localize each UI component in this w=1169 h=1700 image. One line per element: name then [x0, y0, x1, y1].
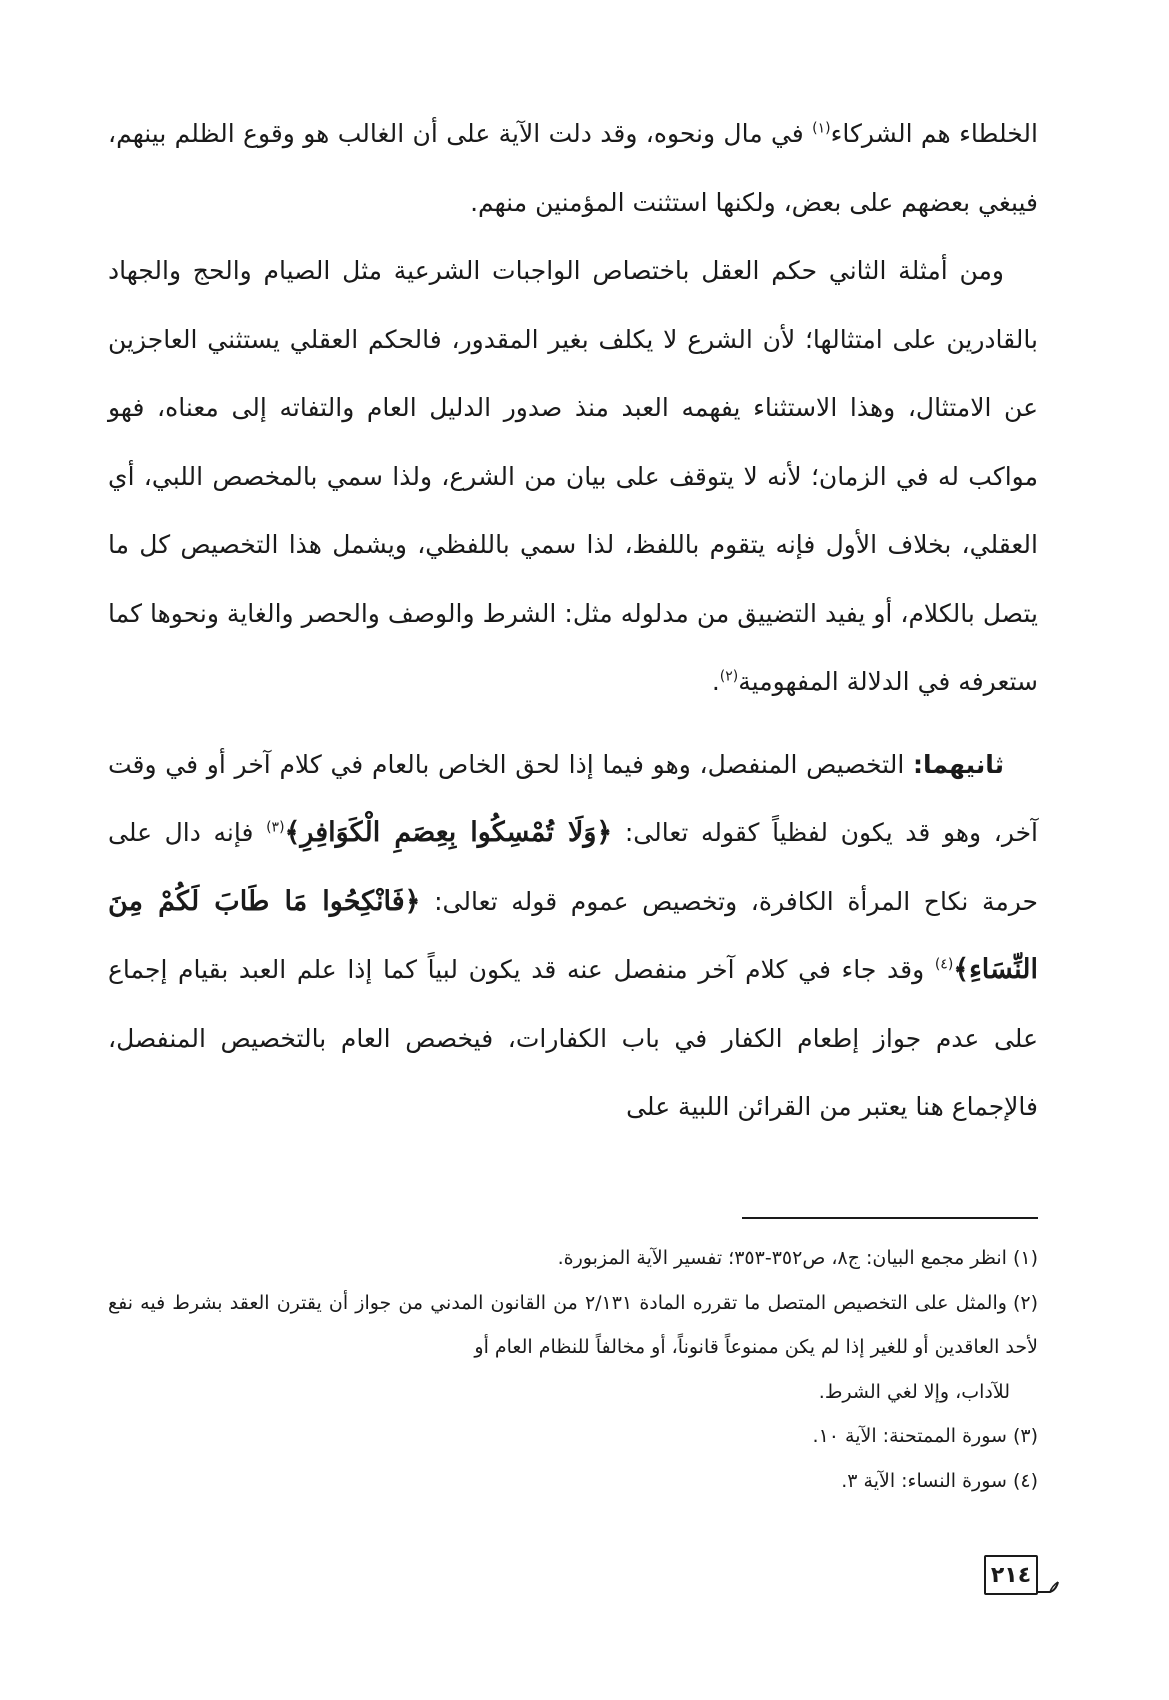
footnote-ref-1[interactable]: (١)	[812, 120, 831, 137]
p2-text-end: .	[711, 667, 720, 696]
p1-text-a: الخلطاء هم الشركاء	[830, 119, 1038, 148]
main-text	[108, 100, 1038, 1142]
p3-text-a: التخصيص المنفصل، وهو فيما إذا لحق الخاص بالعام في كلام آخر أو في وقت آخر، وهو قد يكون لفظياً كقوله تعالى:	[108, 749, 1039, 847]
quran-verse-1: ﴿وَلَا تُمْسِكُوا بِعِصَمِ الْكَوَافِرِ﴾	[284, 817, 613, 848]
footnote-2	[108, 1281, 1038, 1370]
footnote-3-number: (٣)	[1012, 1425, 1038, 1447]
quran-verse-2: ﴿فَانْكِحُوا مَا طَابَ لَكُمْ مِنَ النِّسَاءِ﴾	[108, 885, 1038, 985]
footnotes	[108, 1236, 1038, 1503]
footnote-3	[108, 1414, 1038, 1459]
p2-text-a: ومن أمثلة الثاني حكم العقل باختصاص الواجبات الشرعية مثل الصيام والحج والجهاد بالقادرين على امتثالها؛ لأن الشرع لا يكلف بغير المقدور، فالحكم العقلي يستثني العاجزين عن الامتثال، وهذا الاستثناء يفهمه العبد منذ صدور الدليل العام والتفاته إلى معناه، فهو مواكب له في الزمان؛ لأنه لا يتوقف على بيان من الشرع، ولذا سمي بالمخصص اللبي، أي العقلي، بخلاف الأول فإنه يتقوم باللفظ، لذا سمي باللفظي، ويشمل هذا التخصيص كل ما يتصل بالكلام، أو يفيد التضييق من مدلوله مثل: الشرط والوصف والحصر والغاية ونحوها كما ستعرفه في الدلالة المفهومية	[108, 256, 1038, 696]
footnote-3-text: سورة الممتحنة: الآية ١٠.	[812, 1425, 1007, 1447]
footnote-2-text: والمثل على التخصيص المتصل ما تقرره المادة ٢/١٣١ من القانون المدني من جواز أن يقترن العقد بشرط فيه نفع لأحد العاقدين أو للغير إذا لم يكن ممنوعاً قانوناً، أو مخالفاً للنظام العام أو	[108, 1291, 1038, 1358]
p1-text-b: في مال ونحوه، وقد دلت الآية على أن الغالب هو وقوع الظلم بينهم، فيبغي بعضهم على بعض، ولكنها استثنت المؤمنين منهم.	[108, 119, 1038, 217]
paragraph-2	[108, 237, 1038, 717]
footnote-separator	[742, 1217, 1038, 1219]
footnote-1-text: انظر مجمع البيان: ج٨، ص٣٥٢-٣٥٣؛ تفسير الآية المزبورة.	[557, 1247, 1007, 1269]
paragraph-3	[108, 731, 1038, 1142]
footnote-ref-4[interactable]: (٤)	[934, 956, 954, 973]
footnote-4	[108, 1459, 1038, 1504]
footnote-ref-3[interactable]: (٣)	[266, 819, 285, 836]
footnote-4-number: (٤)	[1012, 1469, 1038, 1492]
footnote-1	[108, 1236, 1038, 1281]
paragraph-lead: ثانيهما:	[912, 749, 1004, 779]
footnote-2-number: (٢)	[1012, 1291, 1038, 1314]
page-curl-icon	[1036, 1566, 1060, 1594]
footnote-2-continuation: للآداب، وإلا لغي الشرط.	[818, 1380, 1010, 1403]
footnote-ref-2[interactable]: (٢)	[719, 668, 739, 685]
p3-text-b: فإنه دال على حرمة نكاح المرأة الكافرة، وتخصيص عموم قوله تعالى:	[108, 818, 1038, 916]
footnote-4-text: سورة النساء: الآية ٣.	[841, 1469, 1007, 1492]
p3-text-c: وقد جاء في كلام آخر منفصل عنه قد يكون لبياً كما إذا علم العبد بقيام إجماع على عدم جواز إطعام الكفار في باب الكفارات، فيخصص العام بالتخصيص المنفصل، فالإجماع هنا يعتبر من القرائن اللبية على	[108, 955, 1038, 1121]
footnote-1-number: (١)	[1012, 1247, 1038, 1269]
page-number: ٢١٤	[984, 1555, 1038, 1595]
paragraph-1	[108, 100, 1038, 237]
